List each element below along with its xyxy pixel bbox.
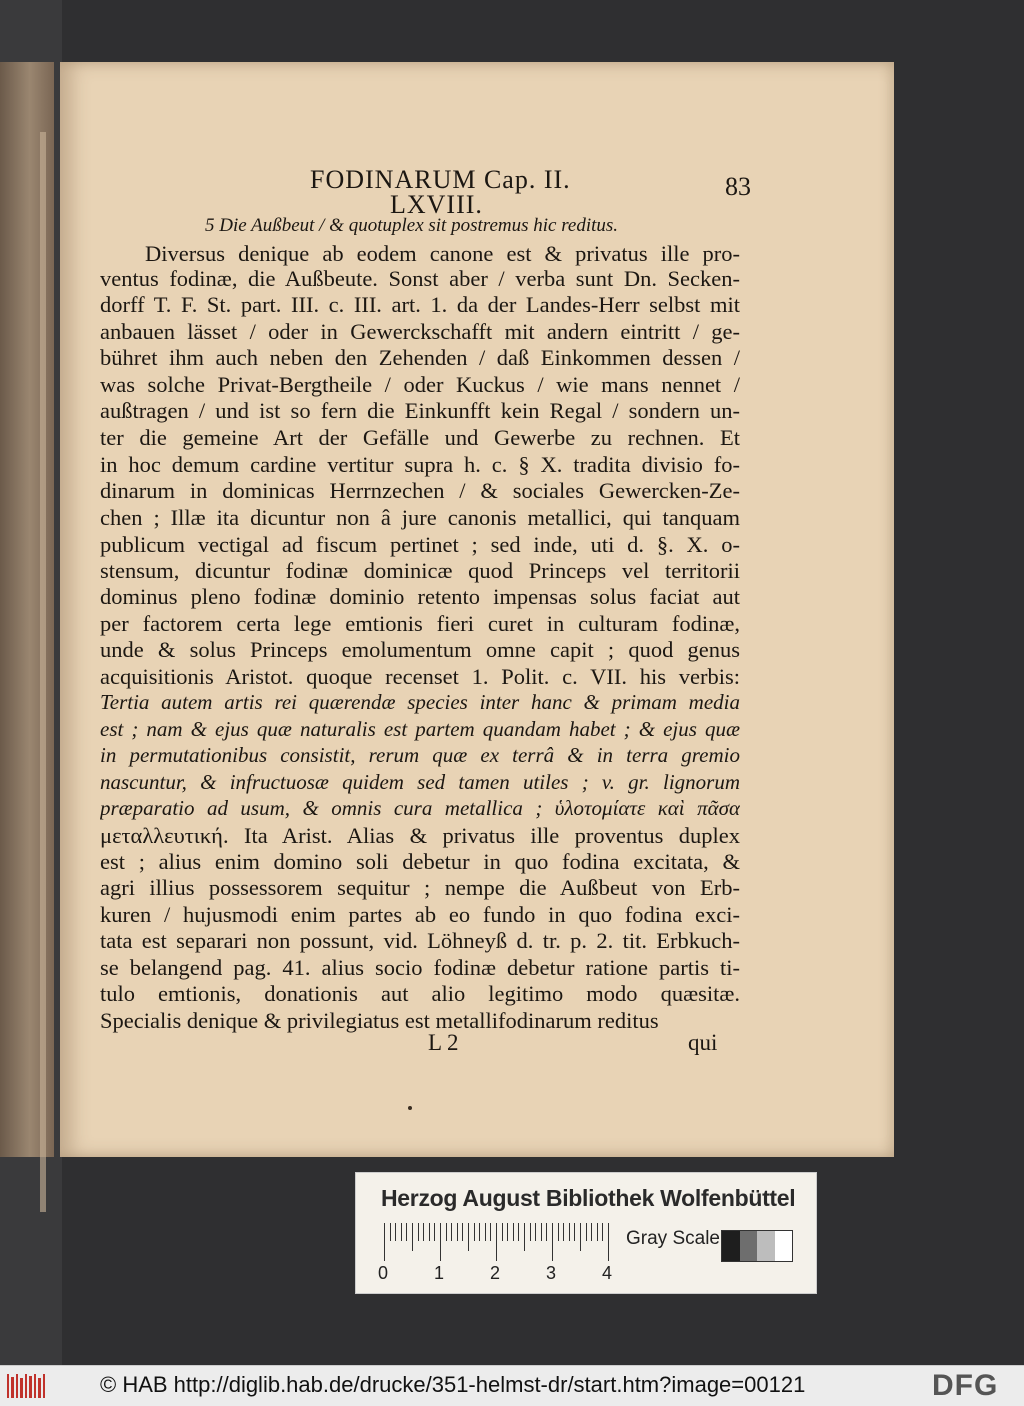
ruler-tick: [541, 1223, 542, 1241]
ruler-tick: [546, 1223, 547, 1241]
ruler-tick: [502, 1223, 503, 1241]
text-line: stensum, dicuntur fodinæ dominicæ quod Princeps vel territorii: [100, 558, 740, 583]
ruler-tick: [485, 1223, 486, 1241]
ruler-tick: [412, 1223, 413, 1251]
ruler-tick: [401, 1223, 402, 1241]
ruler-tick: [530, 1223, 531, 1241]
ruler-tick: [513, 1223, 514, 1241]
text-line: tata est separari non possunt, vid. Löhneyß d. tr. p. 2. tit. Erbkuch-: [100, 928, 740, 953]
text-line: per factorem certa lege emtionis fieri curet in culturam fodinæ,: [100, 611, 740, 636]
text-line: in permutationibus consistit, rerum quæ ex terrâ & in terra gremio: [100, 743, 740, 767]
ruler-tick: [434, 1223, 435, 1241]
running-head: FODINARUM Cap. II.: [310, 165, 571, 194]
ruler-tick: [608, 1223, 609, 1261]
catchword: qui: [688, 1030, 718, 1055]
gray-swatch: [740, 1231, 758, 1261]
text-line: se belangend pag. 41. alius socio fodinæ debetur ratione partis ti-: [100, 955, 740, 980]
ruler-tick: [446, 1223, 447, 1241]
ruler-tick: [574, 1223, 575, 1241]
ruler-tick: [479, 1223, 480, 1241]
page-number: 83: [725, 172, 751, 201]
section-heading: 5 Die Außbeut / & quotuplex sit postremus hic reditus.: [205, 215, 619, 236]
ruler-tick: [535, 1223, 536, 1241]
text-line: dinarum in dominicas Herrnzechen / & sociales Gewercken-Ze-: [100, 478, 740, 503]
text-line: ter die gemeine Art der Gefälle und Gewerbe zu rechnen. Et: [100, 425, 740, 450]
ruler-tick: [406, 1223, 407, 1241]
text-line: was solche Privat-Bergtheile / oder Kuckus / wie mans nennet /: [100, 372, 740, 397]
ruler-tick: [558, 1223, 559, 1241]
chapter-number: LXVIII.: [390, 190, 483, 219]
ruler-tick: [580, 1223, 581, 1251]
ruler-number: 1: [434, 1263, 445, 1283]
text-line: est ; alius enim domino soli debetur in quo fodina excitata, &: [100, 849, 740, 874]
text-line: Specialis denique & privilegiatus est metallifodinarum reditus: [100, 1008, 659, 1033]
text-line: in hoc demum cardine vertitur supra h. c. § X. tradita divisio fo-: [100, 452, 740, 477]
footer-bar: [0, 1365, 1024, 1406]
ruler-tick: [552, 1223, 553, 1261]
text-line: nascuntur, & infructuosæ quidem sed tamen utiles ; v. gr. lignorum: [100, 770, 740, 794]
copyright-url: © HAB http://diglib.hab.de/drucke/351-helmst-dr/start.htm?image=00121: [100, 1372, 806, 1397]
library-name: Herzog August Bibliothek Wolfenbüttel: [381, 1185, 796, 1211]
ruler-tick: [390, 1223, 391, 1241]
page-edge-line: [40, 132, 46, 1212]
ruler-tick: [457, 1223, 458, 1241]
ruler-tick: [384, 1223, 385, 1261]
text-line: Diversus denique ab eodem canone est & privatus ille pro-: [145, 241, 740, 266]
text-line: unde & solus Princeps emolumentum omne capit ; quod genus: [100, 637, 740, 662]
ruler-tick: [490, 1223, 491, 1241]
gray-scale-swatches: [721, 1230, 793, 1262]
text-line: præparatio ad usum, & omnis cura metallica ; ὑλοτομίατε καὶ πᾶσα: [100, 796, 740, 820]
text-line: anbauen lässet / oder in Gewerckschafft mit andern eintritt / ge-: [100, 319, 740, 344]
ruler-tick: [451, 1223, 452, 1241]
text-line: acquisitionis Aristot. quoque recenset 1. Polit. c. VII. his verbis:: [100, 664, 740, 689]
text-line: außtragen / und ist so fern die Einkunfft kein Regal / sondern un-: [100, 398, 740, 423]
text-line: est ; nam & ejus quæ naturalis est partem quandam habet ; & ejus quæ: [100, 717, 740, 741]
measurement-ruler: [384, 1223, 616, 1261]
gray-swatch: [757, 1231, 775, 1261]
ruler-tick: [569, 1223, 570, 1241]
text-line: kuren / hujusmodi enim partes ab eo fundo in quo fodina exci-: [100, 902, 740, 927]
text-line: Tertia autem artis rei quærendæ species inter hanc & primam media: [100, 690, 740, 714]
signature-mark: L 2: [428, 1030, 459, 1055]
text-line: tulo emtionis, donationis aut alio legitimo modo quæsitæ.: [100, 981, 740, 1006]
ruler-number: 2: [490, 1263, 501, 1283]
text-line: chen ; Illæ ita dicuntur non â jure canonis metallici, qui tanquam: [100, 505, 740, 530]
text-line: μεταλλευτική. Ita Arist. Alias & privatus ille proventus duplex: [100, 823, 740, 848]
text-line: publicum vectigal ad fiscum pertinet ; sed inde, uti d. §. X. o-: [100, 532, 740, 557]
ruler-tick: [395, 1223, 396, 1241]
ruler-tick: [462, 1223, 463, 1241]
ruler-tick: [563, 1223, 564, 1241]
ruler-tick: [468, 1223, 469, 1251]
ruler-number: 4: [602, 1263, 613, 1283]
ruler-number: 0: [378, 1263, 389, 1283]
page-edge: [0, 62, 54, 1157]
ruler-tick: [496, 1223, 497, 1261]
ruler-tick: [591, 1223, 592, 1241]
gray-swatch: [775, 1231, 793, 1261]
ruler-tick: [518, 1223, 519, 1241]
ruler-tick: [524, 1223, 525, 1251]
ruler-tick: [474, 1223, 475, 1241]
page-dot: [408, 1106, 412, 1110]
text-line: dominus pleno fodinæ dominio retento impensas solus faciat aut: [100, 584, 740, 609]
ruler-tick: [602, 1223, 603, 1241]
text-line: ventus fodinæ, die Außbeute. Sonst aber / verba sunt Dn. Secken-: [100, 266, 740, 291]
gray-scale-label: Gray Scale: [626, 1228, 720, 1249]
gray-swatch: [722, 1231, 740, 1261]
dfg-logo: DFG: [932, 1369, 999, 1402]
text-line: dorff T. F. St. part. III. c. III. art. 1. da der Landes-Herr selbst mit: [100, 292, 740, 317]
barcode-icon: [6, 1372, 46, 1400]
color-calibration-bar: [355, 1172, 817, 1294]
ruler-tick: [429, 1223, 430, 1241]
ruler-tick: [597, 1223, 598, 1241]
ruler-tick: [440, 1223, 441, 1261]
ruler-tick: [423, 1223, 424, 1241]
ruler-tick: [507, 1223, 508, 1241]
ruler-tick: [418, 1223, 419, 1241]
text-line: bühret ihm auch neben den Zehenden / daß Einkommen dessen /: [100, 345, 740, 370]
ruler-number: 3: [546, 1263, 557, 1283]
text-line: agri illius possessorem sequitur ; nempe die Außbeut von Erb-: [100, 875, 740, 900]
ruler-tick: [586, 1223, 587, 1241]
